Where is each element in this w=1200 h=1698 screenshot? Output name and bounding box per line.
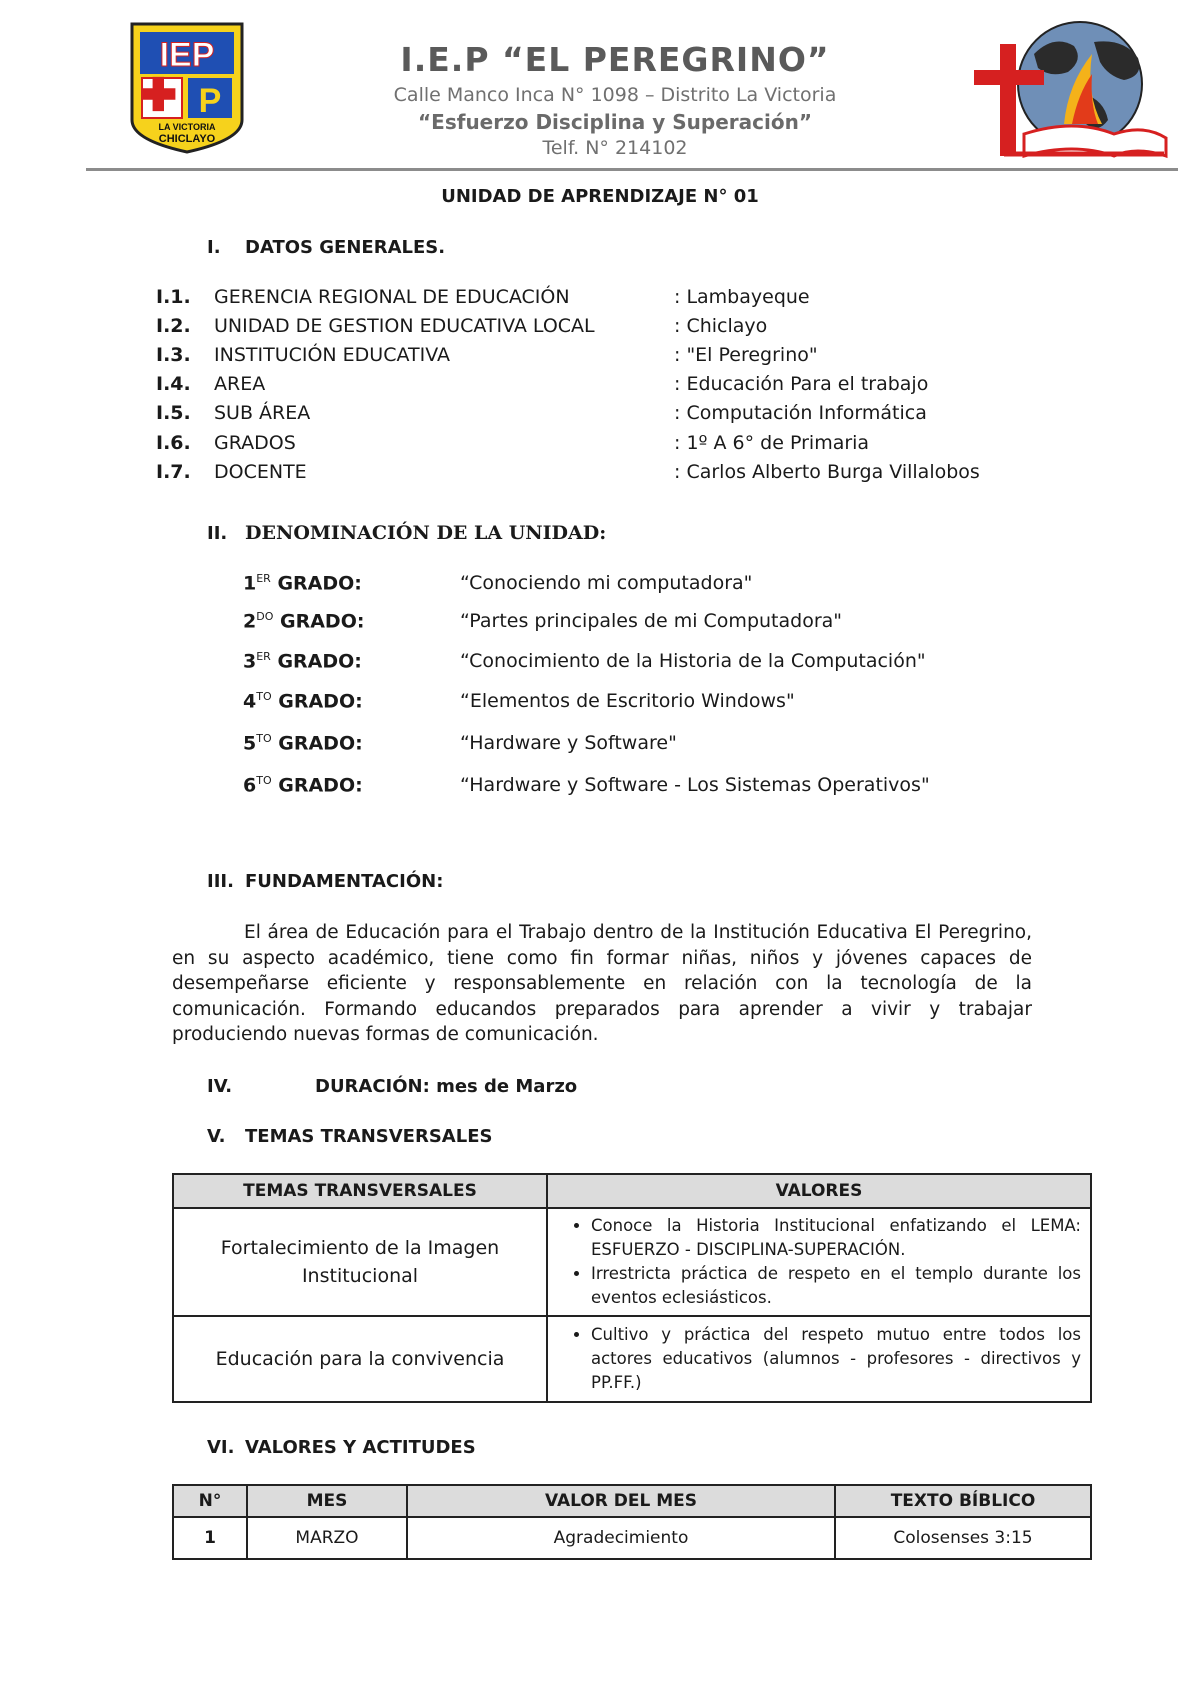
valor-item: • Cultivo y práctica del respeto mutuo entre todos los actores educativos (alumnos - profesores - directivos y PP.FF.) bbox=[591, 1323, 1081, 1395]
row-label: INSTITUCIÓN EDUCATIVA bbox=[214, 344, 450, 366]
logo-caption-bottom: CHICLAYO bbox=[158, 133, 216, 145]
document-title: UNIDAD DE APRENDIZAJE N° 01 bbox=[441, 186, 759, 207]
section-3-heading bbox=[207, 871, 443, 892]
grade-unit-title: “Partes principales de mi Computadora" bbox=[460, 610, 843, 632]
datos-row bbox=[156, 286, 1056, 314]
row-number: I.6. bbox=[156, 432, 191, 454]
grade-row bbox=[243, 610, 1143, 642]
logo-caption-top: LA VICTORIA bbox=[158, 122, 216, 132]
section-2-number: II. bbox=[207, 523, 228, 544]
section-2-heading bbox=[207, 522, 606, 544]
row-value: : Lambayeque bbox=[674, 286, 810, 308]
section-1-heading bbox=[207, 237, 445, 258]
section-5-number: V. bbox=[207, 1126, 226, 1147]
datos-row bbox=[156, 344, 1056, 372]
section-4-number: IV. bbox=[207, 1076, 233, 1097]
valor-item: • Conoce la Historia Institucional enfatizando el LEMA: ESFUERZO - DISCIPLINA-SUPERACIÓN. bbox=[591, 1214, 1081, 1262]
valor-cell: Agradecimiento bbox=[407, 1517, 835, 1559]
mes-cell: MARZO bbox=[247, 1517, 407, 1559]
grade-label: $2^{DO}$ GRADO: bbox=[243, 610, 365, 633]
row-label: UNIDAD DE GESTION EDUCATIVA LOCAL bbox=[214, 315, 595, 337]
table-row bbox=[173, 1316, 1091, 1402]
row-number: I.4. bbox=[156, 373, 191, 395]
temas-transversales-table bbox=[172, 1173, 1092, 1403]
cross-globe-emblem bbox=[964, 14, 1168, 166]
valores-cell bbox=[547, 1208, 1091, 1316]
section-2-title: DENOMINACIÓN DE LA UNIDAD: bbox=[245, 522, 607, 544]
table-row bbox=[173, 1208, 1091, 1316]
column-header: N° bbox=[173, 1485, 247, 1517]
row-value: : Chiclayo bbox=[674, 315, 768, 337]
table-header-row bbox=[173, 1174, 1091, 1208]
logo-p-text: P bbox=[198, 82, 222, 120]
grade-label: $4^{TO}$ GRADO: bbox=[243, 690, 363, 713]
row-value: : Carlos Alberto Burga Villalobos bbox=[674, 461, 980, 483]
section-1-title: DATOS GENERALES. bbox=[245, 237, 446, 258]
valores-cell bbox=[547, 1316, 1091, 1402]
grade-row bbox=[243, 690, 1143, 722]
grade-unit-title: “Conociendo mi computadora" bbox=[460, 572, 753, 594]
row-number-cell: 1 bbox=[173, 1517, 247, 1559]
datos-row bbox=[156, 432, 1056, 460]
school-address: Calle Manco Inca N° 1098 – Distrito La Victoria bbox=[393, 84, 837, 106]
section-3-title: FUNDAMENTACIÓN: bbox=[245, 871, 444, 892]
school-phone: Telf. N° 214102 bbox=[542, 137, 688, 159]
row-label: AREA bbox=[214, 373, 266, 395]
column-header: VALOR DEL MES bbox=[407, 1485, 835, 1517]
row-number: I.7. bbox=[156, 461, 191, 483]
section-5-title: TEMAS TRANSVERSALES bbox=[245, 1126, 493, 1147]
datos-row bbox=[156, 461, 1056, 489]
valor-item: • Irrestricta práctica de respeto en el templo durante los eventos eclesiásticos. bbox=[591, 1262, 1081, 1310]
tema-cell: Fortalecimiento de la Imagen Institucional bbox=[173, 1208, 547, 1316]
section-4-title: DURACIÓN: mes de Marzo bbox=[315, 1076, 578, 1097]
section-6-number: VI. bbox=[207, 1437, 235, 1458]
section-6-title: VALORES Y ACTITUDES bbox=[245, 1437, 476, 1458]
valores-actitudes-table bbox=[172, 1484, 1092, 1560]
section-6-heading bbox=[207, 1437, 476, 1458]
grade-unit-title: “Hardware y Software" bbox=[460, 732, 677, 754]
row-number: I.2. bbox=[156, 315, 191, 337]
row-number: I.5. bbox=[156, 402, 191, 424]
section-1-number: I. bbox=[207, 237, 221, 258]
header-divider bbox=[86, 168, 1178, 171]
row-value: : Educación Para el trabajo bbox=[674, 373, 929, 395]
school-name: I.E.P “EL PEREGRINO” bbox=[400, 40, 830, 79]
logo-iep-text: IEP bbox=[159, 36, 215, 74]
grade-unit-title: “Conocimiento de la Historia de la Computación" bbox=[460, 650, 926, 672]
grade-label: $5^{TO}$ GRADO: bbox=[243, 732, 363, 755]
fundamentacion-paragraph: El área de Educación para el Trabajo dentro de la Institución Educativa El Peregrino, en su aspecto académico, tiene como fin formar niñas, niños y jóvenes capaces de desempeñarse eficiente y responsablemente en relación con la tecnología de la comunicación. Formando educandos preparados para aprender a vivir y trabajar produciendo nuevas formas de comunicación. bbox=[172, 922, 1032, 1045]
column-header: MES bbox=[247, 1485, 407, 1517]
school-motto: “Esfuerzo Disciplina y Superación” bbox=[418, 110, 812, 134]
grade-row bbox=[243, 774, 1143, 806]
row-number: I.3. bbox=[156, 344, 191, 366]
grade-label: 3ER GRADO: bbox=[243, 650, 362, 673]
section-4-heading bbox=[207, 1076, 577, 1097]
row-value: : "El Peregrino" bbox=[674, 344, 818, 366]
row-label: DOCENTE bbox=[214, 461, 307, 483]
table-row bbox=[173, 1517, 1091, 1559]
section-5-heading bbox=[207, 1126, 492, 1147]
grade-row bbox=[243, 650, 1143, 682]
section-3-number: III. bbox=[207, 871, 234, 892]
grade-unit-title: “Elementos de Escritorio Windows" bbox=[460, 690, 795, 712]
table-header-row bbox=[173, 1485, 1091, 1517]
row-value: : Computación Informática bbox=[674, 402, 927, 424]
column-header: TEMAS TRANSVERSALES bbox=[173, 1174, 547, 1208]
grade-label: 1ER GRADO: bbox=[243, 572, 362, 595]
texto-biblico-cell: Colosenses 3:15 bbox=[835, 1517, 1091, 1559]
datos-row bbox=[156, 315, 1056, 343]
row-value: : 1º A 6° de Primaria bbox=[674, 432, 870, 454]
row-label: GRADOS bbox=[214, 432, 296, 454]
row-label: SUB ÁREA bbox=[214, 402, 311, 424]
datos-row bbox=[156, 402, 1056, 430]
grade-unit-title: “Hardware y Software - Los Sistemas Operativos" bbox=[460, 774, 930, 796]
school-logo bbox=[128, 20, 246, 156]
grade-row bbox=[243, 572, 1143, 604]
row-number: I.1. bbox=[156, 286, 191, 308]
column-header: VALORES bbox=[547, 1174, 1091, 1208]
tema-cell: Educación para la convivencia bbox=[173, 1316, 547, 1402]
grade-row bbox=[243, 732, 1143, 764]
datos-row bbox=[156, 373, 1056, 401]
row-label: GERENCIA REGIONAL DE EDUCACIÓN bbox=[214, 286, 570, 308]
grade-label: $6^{TO}$ GRADO: bbox=[243, 774, 363, 797]
column-header: TEXTO BÍBLICO bbox=[835, 1485, 1091, 1517]
